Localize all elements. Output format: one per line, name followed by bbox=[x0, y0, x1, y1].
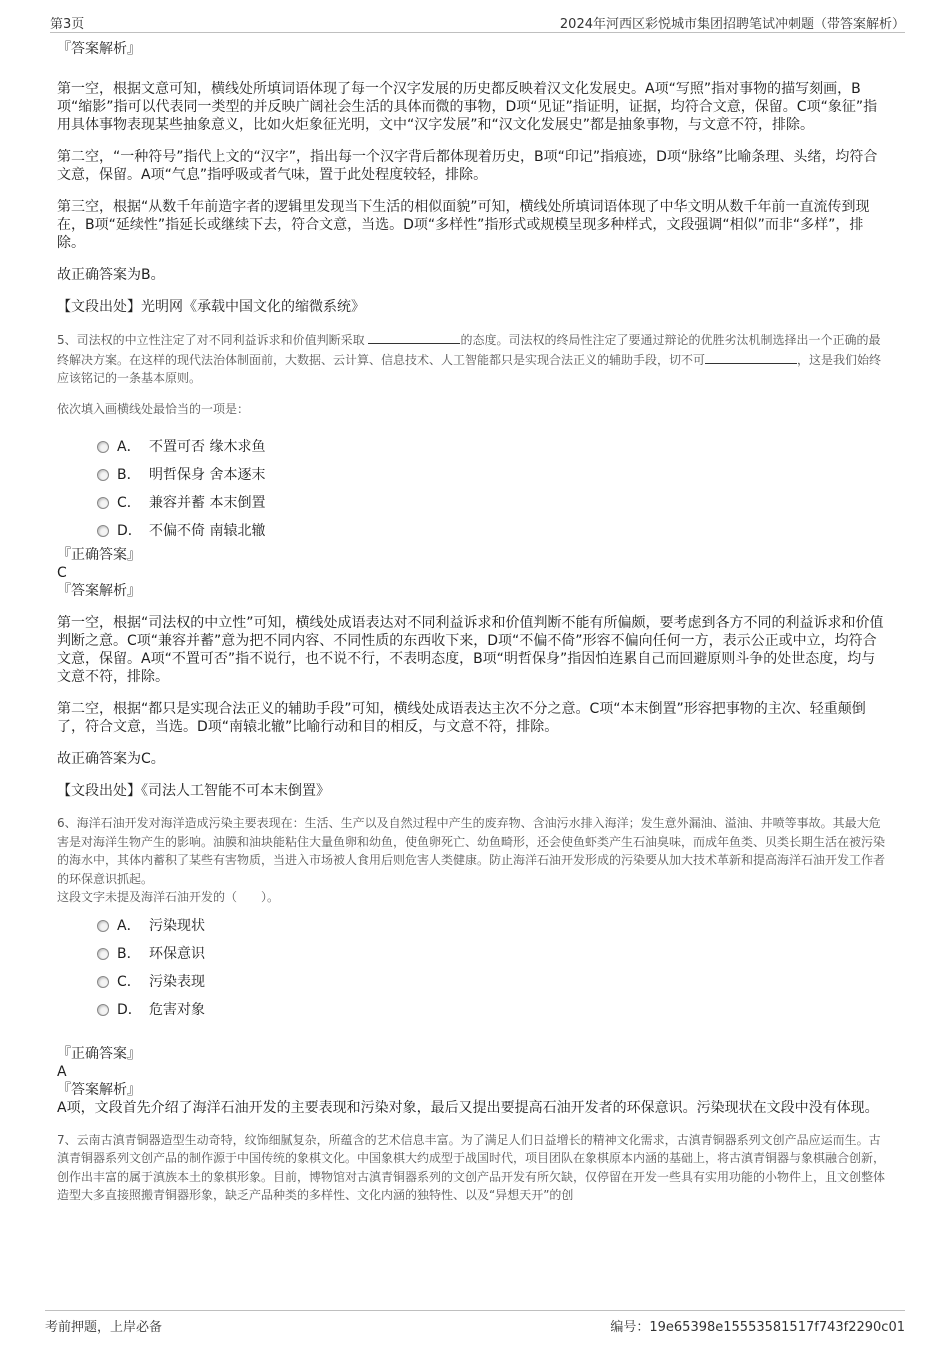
q5-blank-1 bbox=[368, 330, 460, 344]
radio-button[interactable] bbox=[97, 525, 109, 537]
document-code: 编号：19e65398e15553581517f743f2290c01 bbox=[610, 1320, 905, 1335]
option-letter: B． bbox=[117, 945, 141, 962]
q6-option-d[interactable] bbox=[57, 995, 888, 1023]
page-header bbox=[50, 0, 905, 33]
option-letter: D． bbox=[117, 523, 142, 539]
q6-answer-label: 『正确答案』 bbox=[57, 1045, 141, 1062]
radio-button[interactable] bbox=[97, 920, 109, 932]
q5-stem-part-b: 的态度。司法权的终局性注定了要通过辩论的优胜劣汰机制选择出一个正确的最终解决方案。在这样的现代法治体制面前，大数据、云计算、信息技术、人工智能都只是实现合法正义的辅助手段，切不可 bbox=[57, 333, 881, 367]
q4-analysis-p1: 第一空，根据文意可知，横线处所填词语体现了每一个汉字发展的历史都反映着汉文化发展史。A项“写照”指对事物的描写刻画，B项“缩影”指可以代表同一类型的并反映广阔社会生活的具体而微的事物，D项“见证”指证明，证据，均符合文意，保留。C项“象征”指用具体事物表现某些抽象意义，比如火炬象征光明，文中“汉字发展”和“汉文化发展史”都是抽象事物，与文意不符，排除。 bbox=[57, 81, 878, 133]
q5-analysis-p2: 第二空，根据“都只是实现合法正义的辅助手段”可知，横线处成语表达主次不分之意。C项“本末倒置”形容把事物的主次、轻重颠倒了，符合文意，当选。D项“南辕北辙”比喻行动和目的相反，与文意不符，排除。 bbox=[57, 701, 866, 735]
option-letter: D． bbox=[117, 1001, 142, 1018]
q5-source: 【文段出处】《司法人工智能不可本末倒置》 bbox=[57, 783, 330, 799]
radio-button[interactable] bbox=[97, 948, 109, 960]
q6-analysis: A项，文段首先介绍了海洋石油开发的主要表现和污染对象，最后又提出要提高石油开发者的环保意识。污染现状在文段中没有体现。 bbox=[57, 1099, 879, 1116]
q4-analysis-p3: 第三空，根据“从数千年前造字者的逻辑里发现当下生活的相似面貌”可知，横线处所填词语体现了中华文明从数千年前一直流传到现在，B项“延续性”指延长或继续下去，符合文意，当选。D项“多样性”指形式或规模呈现多种样式，文段强调“相似”而非“多样”，排除。 bbox=[57, 199, 870, 251]
q4-conclusion: 故正确答案为B。 bbox=[57, 267, 165, 283]
option-text: 污染现状 bbox=[149, 917, 205, 934]
option-text: 环保意识 bbox=[149, 945, 205, 962]
radio-button[interactable] bbox=[97, 976, 109, 988]
q5-options bbox=[57, 432, 888, 544]
radio-button[interactable] bbox=[97, 441, 109, 453]
q5-prompt: 依次填入画横线处最恰当的一项是： bbox=[57, 401, 250, 416]
document-title: 2024年河西区彩悦城市集团招聘笔试冲刺题（带答案解析） bbox=[559, 17, 905, 32]
page-number: 第3页 bbox=[50, 17, 85, 32]
q5-option-d[interactable] bbox=[57, 516, 888, 544]
q5-stem bbox=[57, 330, 888, 388]
radio-button[interactable] bbox=[97, 469, 109, 481]
radio-button[interactable] bbox=[97, 497, 109, 509]
option-text: 不置可否 缘木求鱼 bbox=[149, 439, 266, 455]
q7-stem: 7、云南古滇青铜器造型生动奇特，纹饰细腻复杂，所蕴含的艺术信息丰富。为了满足人们日益增长的精神文化需求，古滇青铜器系列文创产品应运而生。古滇青铜器系列文创产品的制作源于中国传统的象棋文化。中国象棋大约成型于战国时代，项目团队在象棋原本内涵的基础上，将古滇青铜器与象棋融合创新，创作出丰富的属于滇族本土的象棋形象。目前，博物馆对古滇青铜器系列的文创产品开发有所欠缺，仅停留在开发一些具有实用功能的小物件上，且文创整体造型大多直接照搬青铜器形象，缺乏产品种类的多样性、文化内涵的独特性、以及“异想天开”的创 bbox=[57, 1132, 886, 1202]
q5-conclusion: 故正确答案为C。 bbox=[57, 751, 165, 767]
option-text: 污染表现 bbox=[149, 973, 205, 990]
q6-stem: 6、海洋石油开发对海洋造成污染主要表现在：生活、生产以及自然过程中产生的废弃物、含油污水排入海洋；发生意外漏油、溢油、井喷等事故。其最大危害是对海洋生物产生的影响。油膜和油块能粘住大量鱼卵和幼鱼，使鱼卵死亡、幼鱼畸形，还会使鱼虾类产生石油臭味，而成年鱼类、贝类长期生活在被污染的海水中，其体内蓄积了某些有害物质，当进入市场被人食用后则危害人类健康。防止海洋石油开发形成的污染要从加大技术革新和提高海洋石油开发工作者的环保意识抓起。 bbox=[57, 816, 886, 886]
option-text: 兼容并蓄 本末倒置 bbox=[149, 495, 266, 511]
q4-source: 【文段出处】光明网《承载中国文化的缩微系统》 bbox=[57, 299, 365, 315]
q6-option-b[interactable] bbox=[57, 939, 888, 967]
option-letter: B． bbox=[117, 467, 141, 483]
q5-option-b[interactable] bbox=[57, 460, 888, 488]
q5-stem-part-a: 5、司法权的中立性注定了对不同利益诉求和价值判断采取 bbox=[57, 333, 365, 347]
q5-answer: C bbox=[57, 565, 67, 581]
option-letter: C． bbox=[117, 495, 141, 511]
page-footer bbox=[45, 1310, 905, 1345]
q6-options bbox=[57, 911, 888, 1023]
q4-analysis-p2: 第二空，“一种符号”指代上文的“汉字”，指出每一个汉字背后都体现着历史，B项“印记”指痕迹，D项“脉络”比喻条理、头绪，均符合文意，保留。A项“气息”指呼吸或者气味，置于此处程度较轻，排除。 bbox=[57, 149, 878, 183]
option-text: 不偏不倚 南辕北辙 bbox=[149, 523, 266, 539]
q6-option-a[interactable] bbox=[57, 911, 888, 939]
radio-button[interactable] bbox=[97, 1004, 109, 1016]
q5-analysis-p1: 第一空，根据“司法权的中立性”可知，横线处成语表达对不同利益诉求和价值判断不能有所偏颇，要考虑到各方不同的利益诉求和价值判断之意。C项“兼容并蓄”意为把不同内容、不同性质的东西收下来，D项“不偏不倚”形容不偏向任何一方，表示公正或中立，均符合文意，保留。A项“不置可否”指不说行，也不说不行，不表明态度，B项“明哲保身”指因怕连累自己而回避原则斗争的处世态度，均与文意不符，排除。 bbox=[57, 615, 884, 685]
option-text: 明哲保身 舍本逐末 bbox=[149, 467, 266, 483]
option-text: 危害对象 bbox=[149, 1001, 205, 1018]
q6-analysis-label: 『答案解析』 bbox=[57, 1081, 141, 1098]
q6-answer: A bbox=[57, 1063, 67, 1080]
q5-option-a[interactable] bbox=[57, 432, 888, 460]
q5-blank-2 bbox=[705, 350, 797, 364]
q5-answer-label: 『正确答案』 bbox=[57, 547, 141, 563]
q5-analysis-label: 『答案解析』 bbox=[57, 583, 141, 599]
q5-option-c[interactable] bbox=[57, 488, 888, 516]
q6-option-c[interactable] bbox=[57, 967, 888, 995]
q6-prompt: 这段文字未提及海洋石油开发的（ ）。 bbox=[57, 890, 280, 904]
footer-slogan: 考前押题，上岸必备 bbox=[45, 1320, 163, 1335]
option-letter: C． bbox=[117, 973, 141, 990]
option-letter: A． bbox=[117, 917, 141, 934]
q5-stem-part-c: ，这是我们始终应该铭记的一条基本原则。 bbox=[57, 352, 882, 385]
q4-analysis-label: 『答案解析』 bbox=[57, 41, 141, 57]
option-letter: A． bbox=[117, 439, 141, 455]
document-body bbox=[57, 40, 888, 1205]
